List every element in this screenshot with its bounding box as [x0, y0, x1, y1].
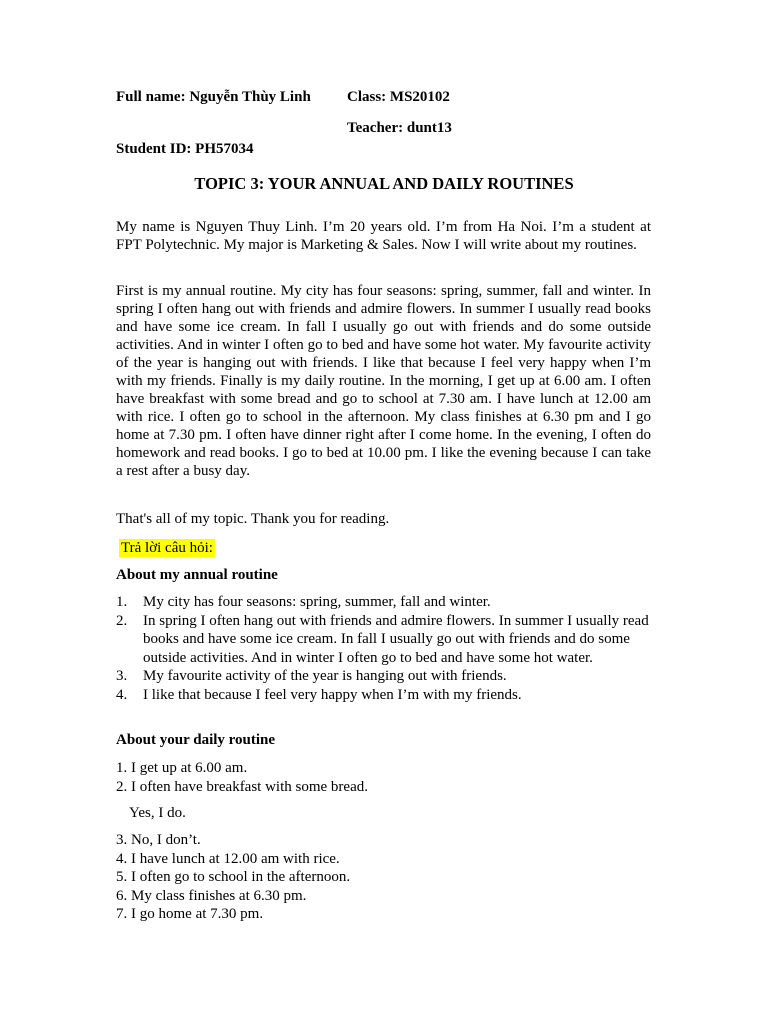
- list-item: [116, 612, 656, 668]
- list-item: 1. I get up at 6.00 am.: [116, 760, 248, 776]
- list-item: 6. My class finishes at 6.30 pm.: [116, 887, 307, 904]
- daily-heading: About your daily routine: [116, 732, 276, 748]
- list-item: 3. No, I don’t.: [116, 832, 201, 848]
- list-item: 7. I go home at 7.30 pm.: [116, 906, 264, 922]
- class-label: Class: MS20102: [347, 89, 450, 105]
- teacher-label: Teacher: dunt13: [347, 120, 452, 136]
- list-item: [116, 667, 656, 686]
- list-item: 5. I often go to school in the afternoon.: [116, 869, 351, 885]
- list-item: 4. I have lunch at 12.00 am with rice.: [116, 850, 340, 867]
- list-number: 2.: [116, 612, 128, 629]
- daily-list-b: [116, 831, 350, 924]
- daily-list-a: [116, 759, 368, 796]
- closing-paragraph: That's all of my topic. Thank you for reading.: [116, 511, 390, 527]
- list-number: 4.: [116, 686, 128, 703]
- list-item: [116, 686, 656, 705]
- yes-answer: Yes, I do.: [129, 805, 186, 821]
- annual-list: [116, 593, 656, 704]
- intro-paragraph: My name is Nguyen Thuy Linh. I’m 20 years old. I’m from Ha Noi. I’m a student at FPT Polytechnic. My major is Marketing & Sales. Now I will write about my routines.: [116, 219, 651, 253]
- annual-heading: About my annual routine: [116, 567, 278, 583]
- body-paragraph: First is my annual routine. My city has four seasons: spring, summer, fall and winter. In spring I often hang out with friends and admire flowers. In summer I usually read books and have some ice cream. In fall I usually go out with friends and do some outside activities. And in winter I often go to bed and have some hot water. My favourite activity of the year is hanging out with friends. I like that because I feel very happy when I’m with my friends. Finally is my daily routine. In the morning, I get up at 6.00 am. I often have breakfast with some bread and go to school at 7.30 am. I have lunch at 12.00 am with rice. I often go to school in the afternoon. My class finishes at 6.30 pm and I go home at 7.30 pm. I often have dinner right after I come home. In the evening, I often do homework and read books. I go to bed at 10.00 pm. I like the evening because I can take a rest after a busy day.: [116, 283, 651, 479]
- list-text: In spring I often hang out with friends and admire flowers. In summer I usually read books and have some ice cream. In fall I usually go out with friends and do some outside activities. And in winter I often go to bed and have some hot water.: [143, 612, 649, 666]
- list-item: 2. I often have breakfast with some bread.: [116, 778, 368, 795]
- page-title: TOPIC 3: YOUR ANNUAL AND DAILY ROUTINES: [194, 174, 574, 193]
- list-number: 3.: [116, 668, 128, 684]
- list-item: [116, 593, 656, 612]
- highlight-label: Trả lời câu hỏi:: [121, 540, 213, 556]
- list-text: My city has four seasons: spring, summer, fall and winter.: [143, 594, 491, 610]
- full-name: Full name: Nguyễn Thùy Linh: [116, 89, 311, 105]
- list-text: My favourite activity of the year is hanging out with friends.: [143, 668, 507, 684]
- student-id: Student ID: PH57034: [116, 141, 254, 157]
- list-text: I like that because I feel very happy when I’m with my friends.: [143, 686, 522, 703]
- list-number: 1.: [116, 594, 128, 610]
